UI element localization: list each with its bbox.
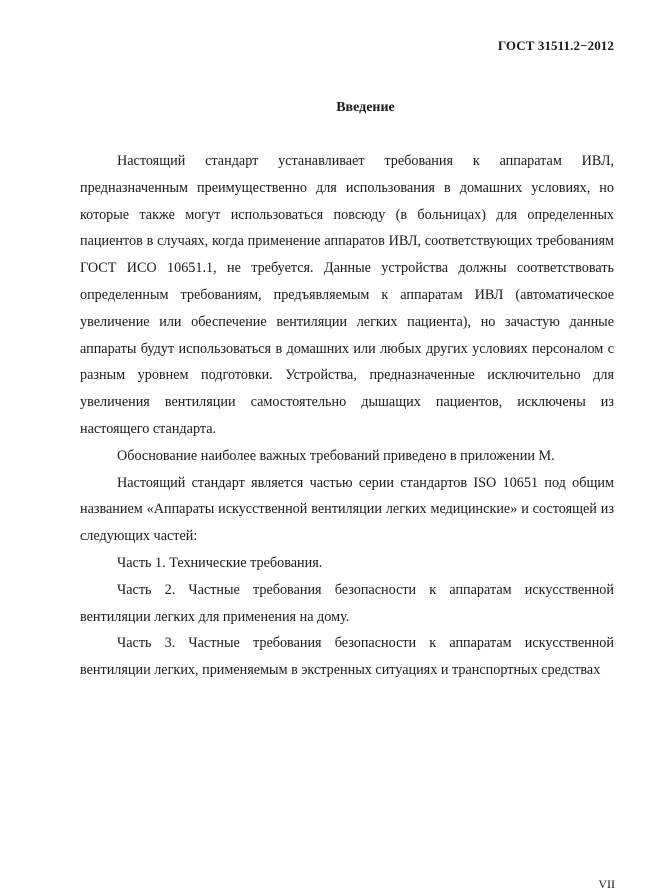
standard-code-header: ГОСТ 31511.2−2012 — [497, 38, 614, 53]
paragraph-scope: Настоящий стандарт устанавливает требования к аппаратам ИВЛ, предназначенным преимущественно для использования в домашних условиях, но которые также могут использоваться повсюду (в больницах) для определенных пациентов в случаях, когда применение аппаратов ИВЛ, соответствующих требованиям ГОСТ ИСО 10651.1, не требуется. Данные устройства должны соответствовать определенным требованиям, предъявляемым к аппаратам ИВЛ (автоматическое увеличение или обеспечение вентиляции легких пациента), но зачастую данные аппараты будут использоваться в домашних или любых других условиях персоналом с разным уровнем подготовки. Устройства, предназначенные исключительно для увеличения вентиляции самостоятельно дышащих пациентов, исключены из настоящего стандарта. — [80, 153, 614, 437]
section-title: Введение — [336, 100, 395, 115]
paragraph-series: Настоящий стандарт является частью серии стандартов ISO 10651 под общим названием «Аппараты искусственной вентиляции легких медицинские» и состоящей из следующих частей: — [80, 474, 614, 545]
paragraph-part-3: Часть 3. Частные требования безопасности к аппаратам искусственной вентиляции легких, применяемым в экстренных ситуациях и транспортных средствах — [80, 635, 614, 679]
body-text — [80, 148, 614, 684]
paragraph-part-1: Часть 1. Технические требования. — [117, 554, 323, 571]
paragraph-rationale: Обоснование наиболее важных требований приведено в приложении М. — [117, 447, 555, 464]
paragraph-part-2: Часть 2. Частные требования безопасности к аппаратам искусственной вентиляции легких для применения на дому. — [80, 581, 614, 625]
page-number: VII — [598, 877, 615, 891]
